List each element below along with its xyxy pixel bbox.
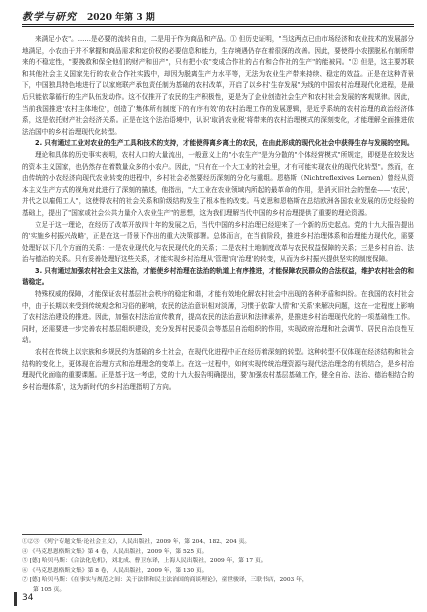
footnote-line: ⑥ 《马克思恩格斯文集》第 8 卷，人民出版社，2009 年，第 130 页。 [22, 567, 208, 574]
footnote-line: ⑦ [德] 哈贝马斯：《在事实与规范之间：关于法律和民主法治国的商谈理论》，童世骏译，三联书店，2003 年， [22, 577, 308, 584]
body-paragraph: 来满足小农"。……是必要的流转自由，二是用于作为商品和产品。① 但历史证明，"当这两点已由市场经济和农业技术的发展部分地满足，小农由于并不掌握和商品需求和定价权的必要信息和能力，生存境遇仍存在着很深的改善。因此，要使得小农摆脱私有制所带来的不稳定性，"要挽救和保全他们的财产和田产"，只有把小农"变成合作社的占有和合作社的生产"的能被同。"② 但是，这主要苏联和其他社会主义国家先行的农业合作社实践中，却因为脱离生产力水平等，无法为农业生产带来持续、稳定的效益。正是在这种背景下，中国独具特色地进行了以家庭联产承包责任制为基础的农村改革，开启了以乡村'生存发展"为线的中国农村治理现代化进程，是最后只能依靠循行的生产队伍发动作。这不仅推开了农民的生产积极性，更是为了企业创造社会生产和农村社会发展的客观规律。因此，当前我国推进'农村主体地位'，创造了'集体所有制度下的有序有效'的农村治理工作的发展逻辑，是近乎系统的农村治理的政治经济体系，这是依托财产社会经济关系。正是在这个法治语境中，认识'取消农业税'将带来的农村治理模式的深刻变化，才能理解全面推进依法治国中的乡村治理现代化转型。 [22, 35, 414, 136]
page-number-marker [14, 592, 39, 606]
footnote-line: ①②③ 《列宁专题文集·论社会主义》，人民出版社，2009 年，第 204、182、204 页。 [22, 539, 251, 545]
header-divider [22, 26, 414, 27]
article-body [22, 34, 414, 466]
body-paragraph: 理论和具体的历史事实表明，农村人口的大量流出，一般意义上的"小农生产"是为分散的"个体经营模式"所规定，即便是在较发达的资本主义国家，也仍然存在着数量众多的小农户。因此，"只有在一个大工业的社会里，才有可能实现农业的现代化转型"。然而，在由传统的小农经济向现代农业转变的进程中，乡村社会必然要经历深刻的分化与重组。恩格斯（Nichtreflexives Lernen）曾经从资本主义生产方式的视角对此进行了深刻的描述，他指出，"大工业在农业领域内所起的最革命的作用，是消灭旧社会的堡垒——'农民'，并代之以雇佣工人"，这使得农村的社会关系和阶级结构发生了根本性的改变。马克思和恩格斯在总结欧洲各国农业发展的历史经验的基础上，提出了"国家或社会公共力量介入农业生产"的思想，这为我们理解当代中国的乡村治理提供了重要的理论资源。 [22, 150, 414, 217]
footnote-divider [22, 534, 142, 535]
section-lead-paragraph: 3. 只有通过加强农村社会主义法治，才能使乡村治理在法治的轨道上有序推进，才能保障农民群众的合法权益，维护农村社会的和谐稳定。 [22, 266, 414, 287]
body-paragraph: 立足于这一理论，在经历了改革开放四十年的发展之后，当代中国的乡村治理已经迎来了一个新的历史起点。党的十九大报告提出的'实施乡村振兴战略'，正是在这一背景下作出的重大决策部署。总体而言，在当前阶段，推进乡村治理体系和治理能力现代化，需要处理好以下几个方面的关系：一是农业现代化与农民现代化的关系；二是农村土地制度改革与农民权益保障的关系；三是乡村自治、法治与德治的关系。只有妥善处理好这些关系，才能实现乡村治理从'管理'向'治理'的转变，从而为乡村振兴提供坚实的制度保障。 [22, 220, 414, 264]
page-number: 34 [22, 593, 34, 603]
journal-title: 教学与研究 [22, 12, 77, 23]
footnote-line: ⑤ [德] 哈贝马斯：《合法化危机》，刘北成、曹卫东译，上海人民出版社，2009 年，第 17 页。 [22, 558, 267, 565]
body-paragraph: 农村在传统上以宗族和乡规民约为基础的乡土社会，在现代化进程中正在经历着深刻的转型。这种转型不仅体现在经济结构和社会结构的变化上，更体现在治理方式和治理理念的变革上。在这一过程中，如何实现传统治理资源与现代法治理念的有机结合，是乡村治理现代化面临的重要课题。正是基于这一考虑，党的十九大报告明确提出，要'加强农村基层基础工作，健全自治、法治、德治相结合的乡村治理体系'，这为新时代的乡村治理指明了方向。 [22, 348, 414, 391]
running-header [22, 8, 414, 25]
footnotes [22, 538, 414, 596]
footnote-line: ④ 《马克思恩格斯文集》第 4 卷，人民出版社，2009 年，第 525 页。 [22, 548, 208, 555]
issue-label: 2020 年第 3 期 [87, 13, 155, 23]
footnote-line: 第 105 页。 [33, 586, 66, 593]
section-lead-paragraph: 2. 只有通过工业对农业的生产工具和技术的支持，才能使得离乡离土的农民，在由此形成的现代化社会中获得生存与发展的空间。 [35, 139, 414, 148]
body-paragraph: 特殊权威的保障，才能保证农村基层社会秩序的稳定和谐，才能有效地化解农村社会中出现的各种矛盾和纠纷。在我国的农村社会中，由于长期以来受到传统观念和习俗的影响，农民的法治意识相对淡薄，习惯于依靠'人情'和'关系'来解决问题，这在一定程度上影响了农村法治建设的推进。因此，加强农村法治宣传教育，提高农民的法治意识和法律素养，是推进乡村治理现代化的一项基础性工作。同时，还需要进一步完善农村基层组织建设，充分发挥村民委员会等基层自治组织的作用，实现政府治理和社会调节、居民自治良性互动。 [22, 290, 414, 345]
